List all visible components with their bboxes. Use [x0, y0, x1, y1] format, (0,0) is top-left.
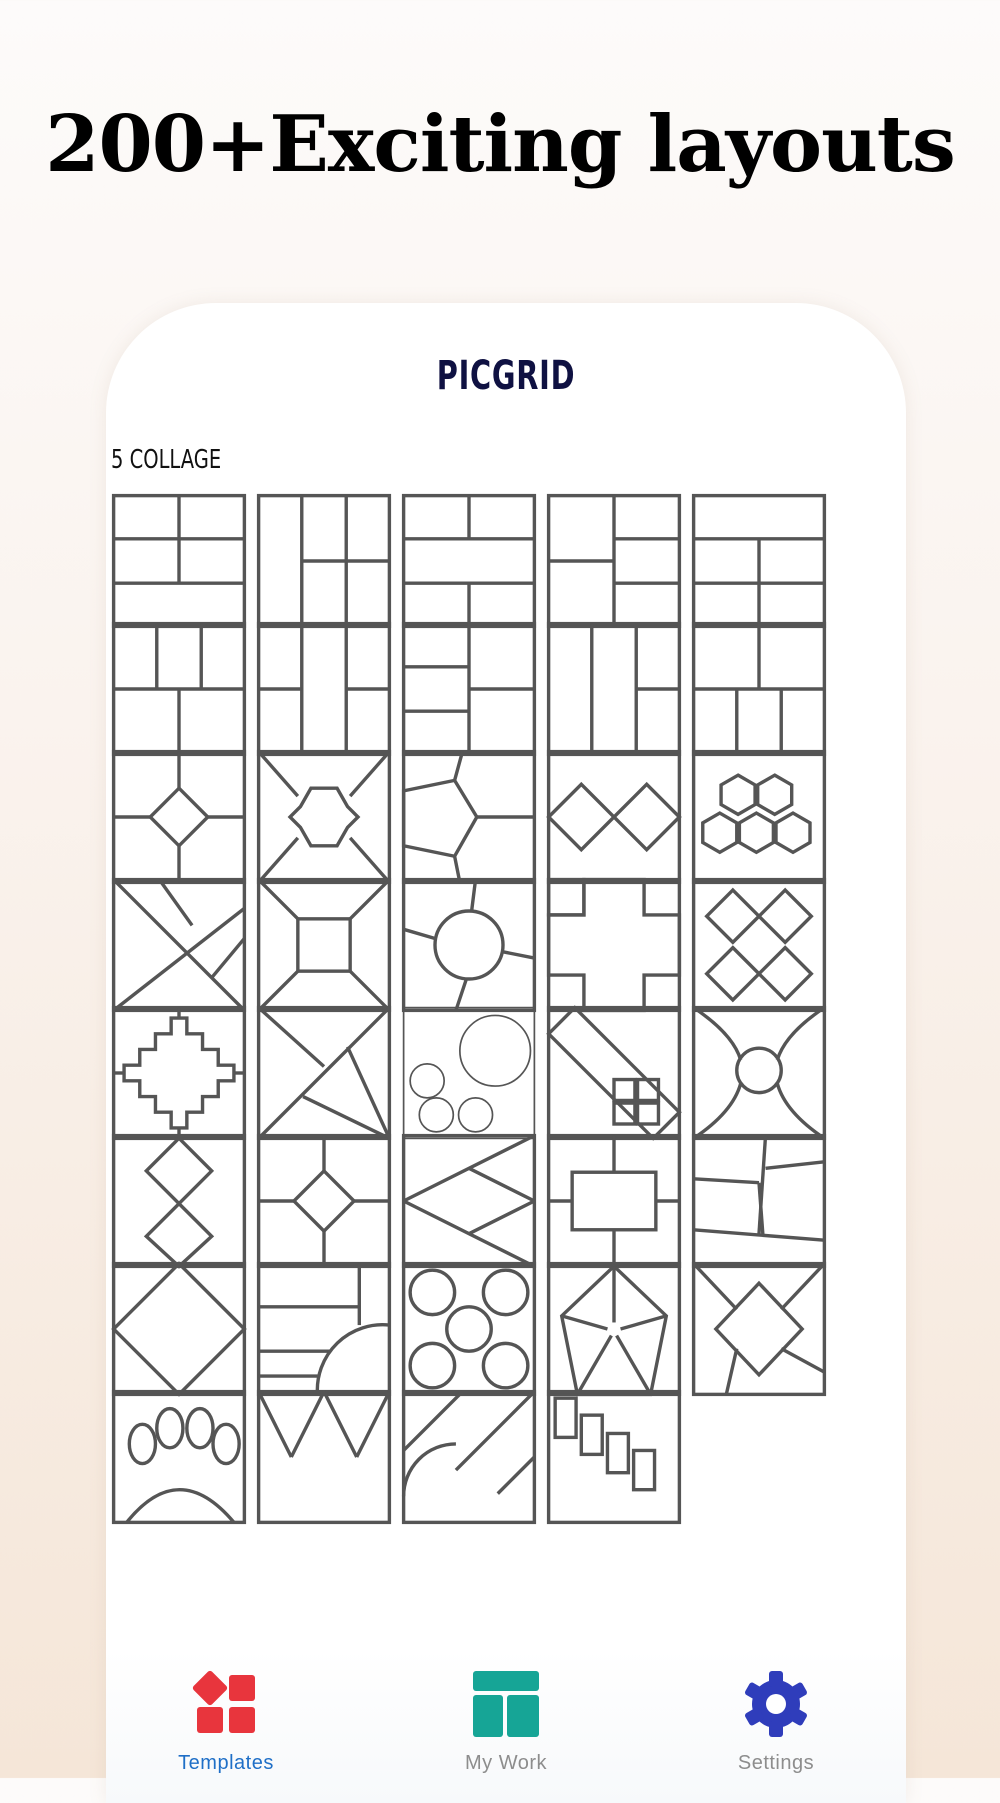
layout-preview-icon — [401, 1389, 537, 1525]
layout-preview-icon — [691, 877, 827, 1013]
layout-preview-icon — [111, 749, 247, 885]
layout-thumbnail[interactable] — [546, 877, 682, 1013]
layout-thumbnail[interactable] — [256, 1261, 392, 1397]
layout-thumbnail[interactable] — [256, 1389, 392, 1525]
tab-templates[interactable] — [146, 1649, 306, 1779]
section-label-5-collage: 5 COLLAGE — [111, 445, 222, 475]
settings-gear-icon — [741, 1669, 811, 1739]
layout-preview-icon — [546, 1005, 682, 1141]
layout-preview-icon — [111, 877, 247, 1013]
layout-preview-icon — [546, 1389, 682, 1525]
layout-thumbnail[interactable] — [401, 1005, 537, 1141]
layout-thumbnail[interactable] — [256, 877, 392, 1013]
layout-thumbnail[interactable] — [256, 749, 392, 885]
layout-thumbnail[interactable] — [401, 1261, 537, 1397]
layout-thumbnail[interactable] — [546, 621, 682, 757]
layout-thumbnail[interactable] — [691, 1133, 827, 1269]
layout-thumbnail[interactable] — [401, 749, 537, 885]
layout-preview-icon — [256, 1261, 392, 1397]
layout-thumbnail[interactable] — [691, 877, 827, 1013]
layout-thumbnail[interactable] — [546, 1133, 682, 1269]
layout-preview-icon — [256, 1133, 392, 1269]
app-title: PICGRID — [436, 353, 576, 399]
layout-preview-icon — [546, 1261, 682, 1397]
layout-preview-icon — [111, 1005, 247, 1141]
layout-thumbnail[interactable] — [546, 1005, 682, 1141]
layout-preview-icon — [691, 1005, 827, 1141]
layout-preview-icon — [111, 1389, 247, 1525]
layout-preview-icon — [546, 749, 682, 885]
layout-thumbnail[interactable] — [256, 1133, 392, 1269]
layout-preview-icon — [401, 1261, 537, 1397]
layout-preview-icon — [111, 1261, 247, 1397]
layout-thumbnail[interactable] — [691, 621, 827, 757]
layout-preview-icon — [256, 749, 392, 885]
layout-thumbnail[interactable] — [546, 749, 682, 885]
layout-thumbnail[interactable] — [111, 1005, 247, 1141]
layout-thumbnail[interactable] — [691, 1261, 827, 1397]
tab-templates-label: Templates — [178, 1752, 274, 1774]
layout-preview-icon — [546, 877, 682, 1013]
layout-preview-icon — [691, 1133, 827, 1269]
layout-thumbnail[interactable] — [111, 1133, 247, 1269]
layout-thumbnail[interactable] — [256, 1005, 392, 1141]
layout-grid — [106, 493, 906, 1588]
layout-preview-icon — [111, 621, 247, 757]
layout-thumbnail[interactable] — [111, 1389, 247, 1525]
tab-settings[interactable] — [696, 1649, 856, 1779]
layout-preview-icon — [401, 749, 537, 885]
layout-preview-icon — [691, 1261, 827, 1397]
my-work-icon — [471, 1669, 541, 1739]
headline: 200+Exciting layouts — [45, 99, 955, 190]
tab-my-work[interactable] — [426, 1649, 586, 1779]
layout-thumbnail[interactable] — [401, 493, 537, 629]
layout-preview-icon — [256, 1005, 392, 1141]
layout-thumbnail[interactable] — [546, 1261, 682, 1397]
layout-thumbnail[interactable] — [401, 1133, 537, 1269]
layout-thumbnail[interactable] — [111, 1261, 247, 1397]
layout-thumbnail[interactable] — [111, 493, 247, 629]
layout-thumbnail[interactable] — [401, 621, 537, 757]
phone-screen — [106, 303, 906, 1803]
layout-thumbnail[interactable] — [691, 749, 827, 885]
layout-preview-icon — [401, 621, 537, 757]
layout-preview-icon — [691, 493, 827, 629]
layout-preview-icon — [546, 621, 682, 757]
tab-settings-label: Settings — [737, 1752, 815, 1774]
layout-preview-icon — [401, 493, 537, 629]
tab-bar — [106, 1649, 906, 1803]
layout-thumbnail[interactable] — [691, 493, 827, 629]
layout-preview-icon — [401, 1133, 537, 1269]
layout-thumbnail[interactable] — [401, 1389, 537, 1525]
layout-preview-icon — [111, 493, 247, 629]
layout-preview-icon — [256, 621, 392, 757]
layout-preview-icon — [691, 621, 827, 757]
layout-preview-icon — [256, 1389, 392, 1525]
templates-icon — [191, 1669, 261, 1739]
layout-preview-icon — [546, 493, 682, 629]
layout-preview-icon — [401, 877, 537, 1013]
layout-preview-icon — [111, 1133, 247, 1269]
layout-preview-icon — [256, 877, 392, 1013]
layout-thumbnail[interactable] — [111, 749, 247, 885]
layout-preview-icon — [691, 749, 827, 885]
tab-my-work-label: My Work — [464, 1752, 547, 1774]
layout-thumbnail[interactable] — [401, 877, 537, 1013]
layout-thumbnail[interactable] — [546, 1389, 682, 1525]
layout-thumbnail[interactable] — [256, 493, 392, 629]
layout-preview-icon — [256, 493, 392, 629]
layout-thumbnail[interactable] — [111, 621, 247, 757]
layout-preview-icon — [401, 1005, 537, 1141]
layout-preview-icon — [546, 1133, 682, 1269]
layout-thumbnail[interactable] — [256, 621, 392, 757]
layout-thumbnail[interactable] — [111, 877, 247, 1013]
layout-thumbnail[interactable] — [546, 493, 682, 629]
layout-thumbnail[interactable] — [691, 1005, 827, 1141]
